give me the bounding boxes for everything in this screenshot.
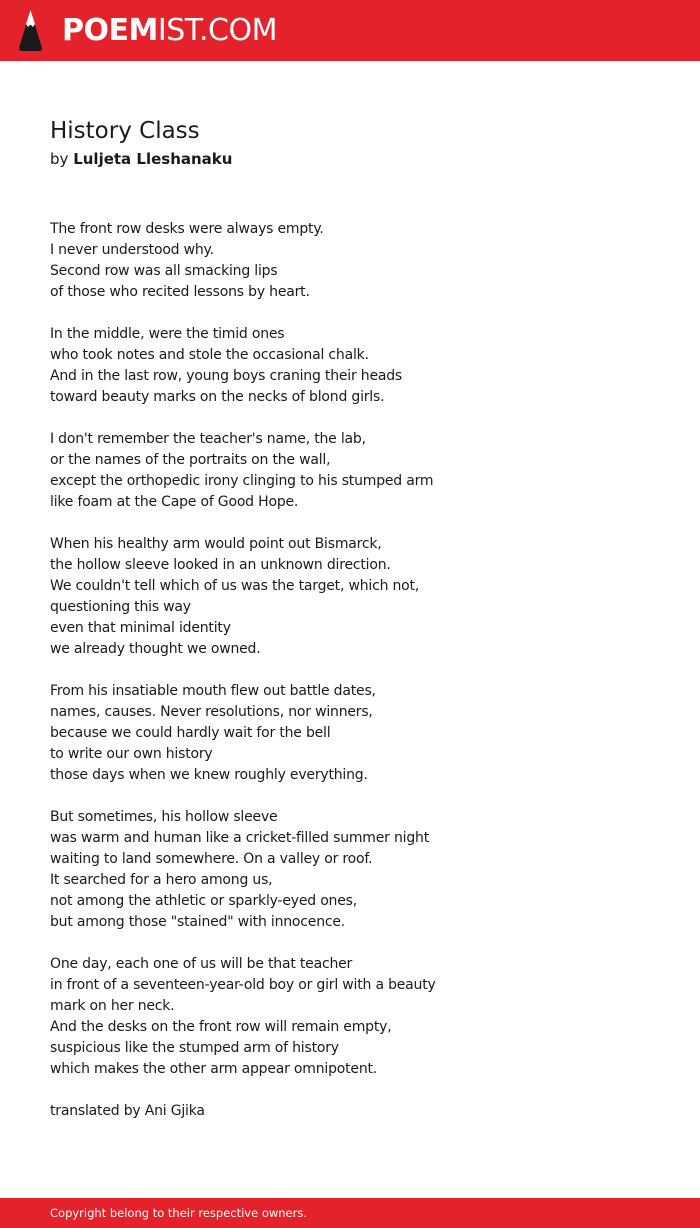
- poem-line: In the middle, were the timid ones: [50, 326, 285, 342]
- poem-line: And in the last row, young boys craning their heads: [50, 368, 403, 384]
- poem-line: who took notes and stole the occasional chalk.: [50, 347, 369, 363]
- poem-stanza: [50, 219, 670, 303]
- poem-line: names, causes. Never resolutions, nor winners,: [50, 704, 373, 720]
- poem-line: to write our own history: [50, 746, 213, 762]
- logo-text-light: IST.COM: [157, 13, 277, 48]
- poem-stanza: [50, 807, 670, 933]
- poem-line: And the desks on the front row will remain empty,: [50, 1019, 392, 1035]
- poem-stanza: [50, 534, 670, 660]
- poem-line: except the orthopedic irony clinging to his stumped arm: [50, 473, 434, 489]
- poem-line: not among the athletic or sparkly-eyed ones,: [50, 893, 357, 909]
- poem-line: We couldn't tell which of us was the target, which not,: [50, 578, 420, 594]
- by-label: by: [50, 150, 69, 168]
- poem-line: One day, each one of us will be that teacher: [50, 956, 353, 972]
- poem-line: or the names of the portraits on the wall,: [50, 452, 331, 468]
- poem-body: [50, 219, 670, 1122]
- poem-line: I don't remember the teacher's name, the lab,: [50, 431, 366, 447]
- poem-line: which makes the other arm appear omnipotent.: [50, 1061, 378, 1077]
- logo-text-bold: POEM: [62, 13, 158, 48]
- site-header: [0, 0, 700, 61]
- site-logo[interactable]: [62, 12, 277, 50]
- poem-line: It searched for a hero among us,: [50, 872, 273, 888]
- poem-stanza: [50, 681, 670, 786]
- poem-title: History Class: [50, 118, 200, 144]
- poem-author: Luljeta Lleshanaku: [73, 150, 233, 168]
- poem-line: like foam at the Cape of Good Hope.: [50, 494, 299, 510]
- poem-line: those days when we knew roughly everything.: [50, 767, 368, 783]
- poem-line: Second row was all smacking lips: [50, 263, 278, 279]
- poem-line: in front of a seventeen-year-old boy or girl with a beauty: [50, 977, 436, 993]
- translator-credit: translated by Ani Gjika: [50, 1103, 205, 1119]
- poem-line: because we could hardly wait for the bell: [50, 725, 331, 741]
- poem-line: we already thought we owned.: [50, 641, 261, 657]
- poem-byline: [50, 148, 232, 170]
- poem-line: From his insatiable mouth flew out battle dates,: [50, 683, 376, 699]
- poem-stanza: [50, 429, 670, 513]
- poem-line: When his healthy arm would point out Bismarck,: [50, 536, 382, 552]
- poem-line: suspicious like the stumped arm of history: [50, 1040, 339, 1056]
- poem-stanza: [50, 324, 670, 408]
- poem-line: but among those "stained" with innocence.: [50, 914, 346, 930]
- poem-line: I never understood why.: [50, 242, 214, 258]
- poem-line: the hollow sleeve looked in an unknown direction.: [50, 557, 391, 573]
- poem-line: questioning this way: [50, 599, 191, 615]
- poem-line: even that minimal identity: [50, 620, 231, 636]
- site-footer: [0, 1198, 700, 1228]
- poem-line: The front row desks were always empty.: [50, 221, 324, 237]
- poem-line: toward beauty marks on the necks of blond girls.: [50, 389, 385, 405]
- poem-line: of those who recited lessons by heart.: [50, 284, 310, 300]
- poem-line: mark on her neck.: [50, 998, 175, 1014]
- copyright-notice: Copyright belong to their respective owners.: [50, 1206, 308, 1220]
- poem-line: was warm and human like a cricket-filled summer night: [50, 830, 429, 846]
- pencil-logo-icon[interactable]: [18, 10, 43, 51]
- poem-line: But sometimes, his hollow sleeve: [50, 809, 278, 825]
- poem-stanza: [50, 954, 670, 1080]
- poem-line: waiting to land somewhere. On a valley or roof.: [50, 851, 373, 867]
